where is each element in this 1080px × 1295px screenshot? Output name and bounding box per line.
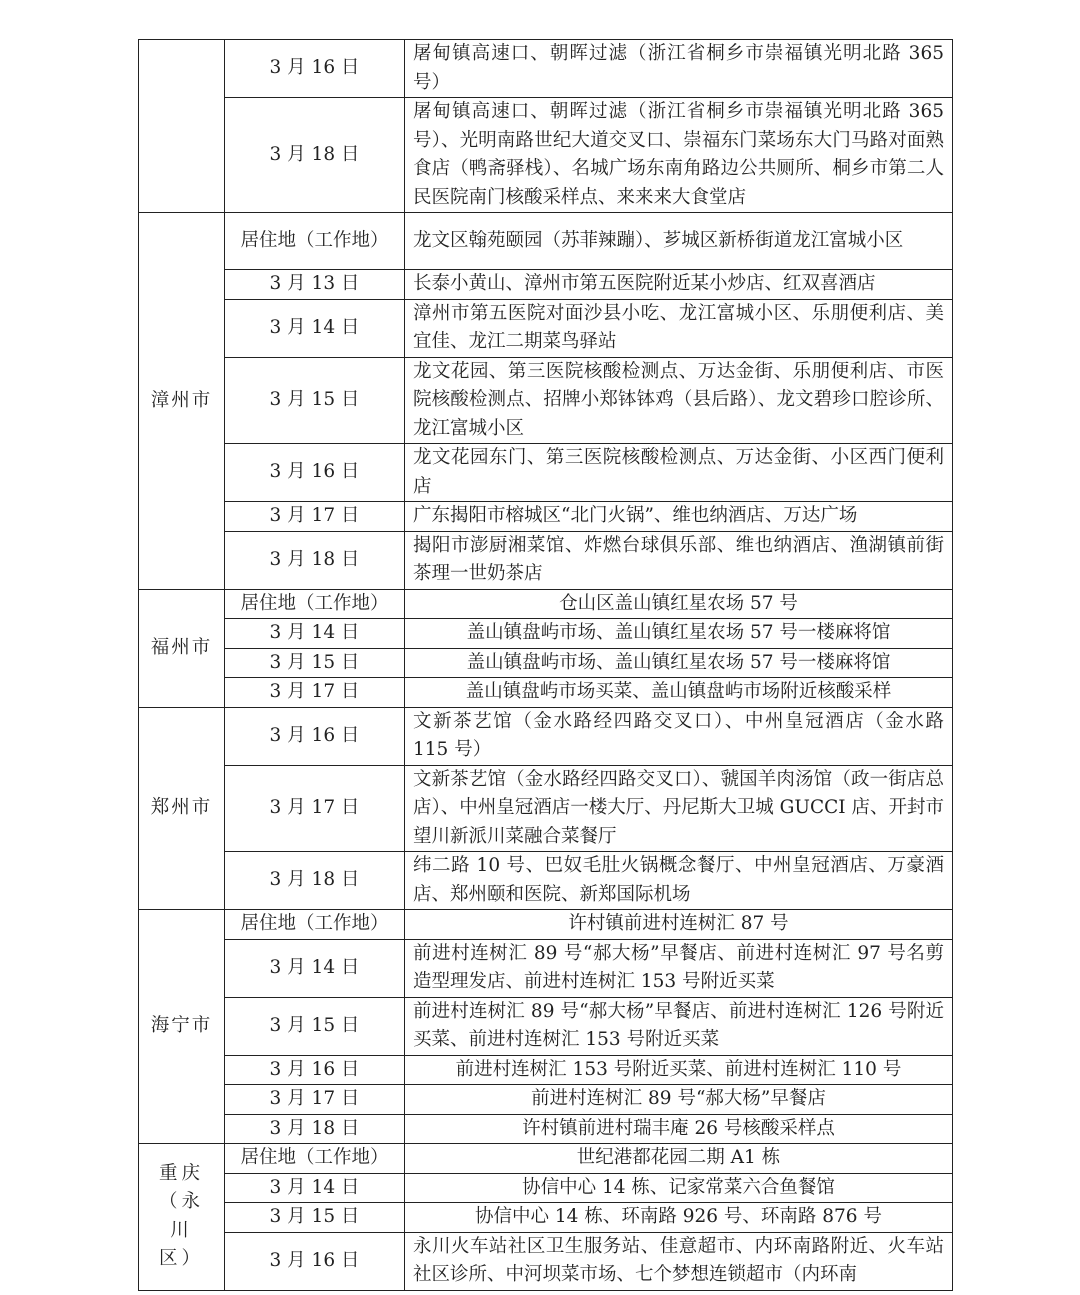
location-cell: 龙文花园东门、第三医院核酸检测点、万达金街、小区西门便利店 [405,444,953,502]
table-row [139,707,953,765]
location-cell: 广东揭阳市榕城区“北门火锅”、维也纳酒店、万达广场 [405,502,953,532]
table-row [139,1173,953,1203]
city-cell: 福州市 [139,589,225,707]
table-row [139,270,953,300]
date-cell: 3 月 15 日 [225,648,405,678]
table-row [139,910,953,940]
table-row [139,1085,953,1115]
date-cell: 居住地（工作地） [225,1144,405,1174]
date-cell: 3 月 13 日 [225,270,405,300]
date-cell: 3 月 18 日 [225,531,405,589]
date-cell: 3 月 17 日 [225,765,405,852]
location-cell: 许村镇前进村瑞丰庵 26 号核酸采样点 [405,1114,953,1144]
location-cell: 前进村连树汇 153 号附近买菜、前进村连树汇 110 号 [405,1055,953,1085]
date-cell: 3 月 16 日 [225,707,405,765]
date-cell: 3 月 17 日 [225,502,405,532]
table-row [139,997,953,1055]
date-cell: 居住地（工作地） [225,589,405,619]
table-row [139,852,953,910]
location-cell: 协信中心 14 栋、记家常菜六合鱼餐馆 [405,1173,953,1203]
date-cell: 3 月 18 日 [225,852,405,910]
date-cell: 3 月 14 日 [225,299,405,357]
table-row [139,589,953,619]
date-cell: 3 月 18 日 [225,98,405,213]
schedule-body [139,40,953,1291]
location-cell: 纬二路 10 号、巴奴毛肚火锅概念餐厅、中州皇冠酒店、万豪酒店、郑州颐和医院、新郑国际机场 [405,852,953,910]
location-cell: 屠甸镇高速口、朝晖过滤（浙江省桐乡市崇福镇光明北路 365 号）、光明南路世纪大道交叉口、崇福东门菜场东大门马路对面熟食店（鸭斋驿栈）、名城广场东南角路边公共厕所、桐乡市第二人民医院南门核酸采样点、来来来大食堂店 [405,98,953,213]
city-cell: 郑州市 [139,707,225,910]
location-cell: 前进村连树汇 89 号“郝大杨”早餐店、前进村连树汇 97 号名剪造型理发店、前进村连树汇 153 号附近买菜 [405,939,953,997]
table-row [139,502,953,532]
table-row [139,213,953,270]
location-cell: 协信中心 14 栋、环南路 926 号、环南路 876 号 [405,1203,953,1233]
location-cell: 前进村连树汇 89 号“郝大杨”早餐店、前进村连树汇 126 号附近买菜、前进村连树汇 153 号附近买菜 [405,997,953,1055]
date-cell: 3 月 16 日 [225,444,405,502]
table-row [139,1114,953,1144]
location-cell: 盖山镇盘屿市场、盖山镇红星农场 57 号一楼麻将馆 [405,648,953,678]
date-cell: 3 月 14 日 [225,939,405,997]
date-cell: 3 月 15 日 [225,1203,405,1233]
date-cell: 3 月 18 日 [225,1114,405,1144]
date-cell: 居住地（工作地） [225,910,405,940]
date-cell: 3 月 14 日 [225,619,405,649]
location-cell: 盖山镇盘屿市场买菜、盖山镇盘屿市场附近核酸采样 [405,678,953,708]
date-cell: 3 月 15 日 [225,997,405,1055]
table-row [139,765,953,852]
table-row [139,1055,953,1085]
location-cell: 文新茶艺馆（金水路经四路交叉口）、中州皇冠酒店（金水路 115 号） [405,707,953,765]
location-cell: 漳州市第五医院对面沙县小吃、龙江富城小区、乐朋便利店、美宜佳、龙江二期菜鸟驿站 [405,299,953,357]
table-row [139,531,953,589]
date-cell: 居住地（工作地） [225,213,405,270]
table-row [139,1203,953,1233]
location-cell: 龙文花园、第三医院核酸检测点、万达金街、乐朋便利店、市医院核酸检测点、招牌小郑钵钵鸡（县后路）、龙文碧珍口腔诊所、龙江富城小区 [405,357,953,444]
location-cell: 仓山区盖山镇红星农场 57 号 [405,589,953,619]
location-cell: 揭阳市澎厨湘菜馆、炸燃台球俱乐部、维也纳酒店、渔湖镇前街茶理一世奶茶店 [405,531,953,589]
table-row [139,98,953,213]
table-row [139,678,953,708]
date-cell: 3 月 16 日 [225,1232,405,1290]
city-cell: 漳州市 [139,213,225,590]
date-cell: 3 月 15 日 [225,357,405,444]
location-cell: 长泰小黄山、漳州市第五医院附近某小炒店、红双喜酒店 [405,270,953,300]
table-row [139,619,953,649]
date-cell: 3 月 14 日 [225,1173,405,1203]
date-cell: 3 月 17 日 [225,1085,405,1115]
table-row [139,648,953,678]
city-cell [139,40,225,213]
date-cell: 3 月 17 日 [225,678,405,708]
table-row [139,357,953,444]
schedule-table [138,39,953,1291]
table-row [139,1144,953,1174]
date-cell: 3 月 16 日 [225,1055,405,1085]
location-cell: 龙文区翰苑颐园（苏菲辣蹦）、芗城区新桥街道龙江富城小区 [405,213,953,270]
city-cell: 海宁市 [139,910,225,1144]
table-row [139,444,953,502]
date-cell: 3 月 16 日 [225,40,405,98]
table-row [139,299,953,357]
location-cell: 文新茶艺馆（金水路经四路交叉口）、虢国羊肉汤馆（政一街店总店）、中州皇冠酒店一楼大厅、丹尼斯大卫城 GUCCI 店、开封市望川新派川菜融合菜餐厅 [405,765,953,852]
table-row [139,939,953,997]
location-cell: 盖山镇盘屿市场、盖山镇红星农场 57 号一楼麻将馆 [405,619,953,649]
location-cell: 世纪港都花园二期 A1 栋 [405,1144,953,1174]
table-row [139,40,953,98]
location-cell: 永川火车站社区卫生服务站、佳意超市、内环南路附近、火车站社区诊所、中河坝菜市场、七个梦想连锁超市（内环南 [405,1232,953,1290]
location-cell: 前进村连树汇 89 号“郝大杨”早餐店 [405,1085,953,1115]
city-cell: 重庆（永川区） [139,1144,225,1291]
location-cell: 许村镇前进村连树汇 87 号 [405,910,953,940]
table-row [139,1232,953,1290]
location-cell: 屠甸镇高速口、朝晖过滤（浙江省桐乡市崇福镇光明北路 365 号） [405,40,953,98]
